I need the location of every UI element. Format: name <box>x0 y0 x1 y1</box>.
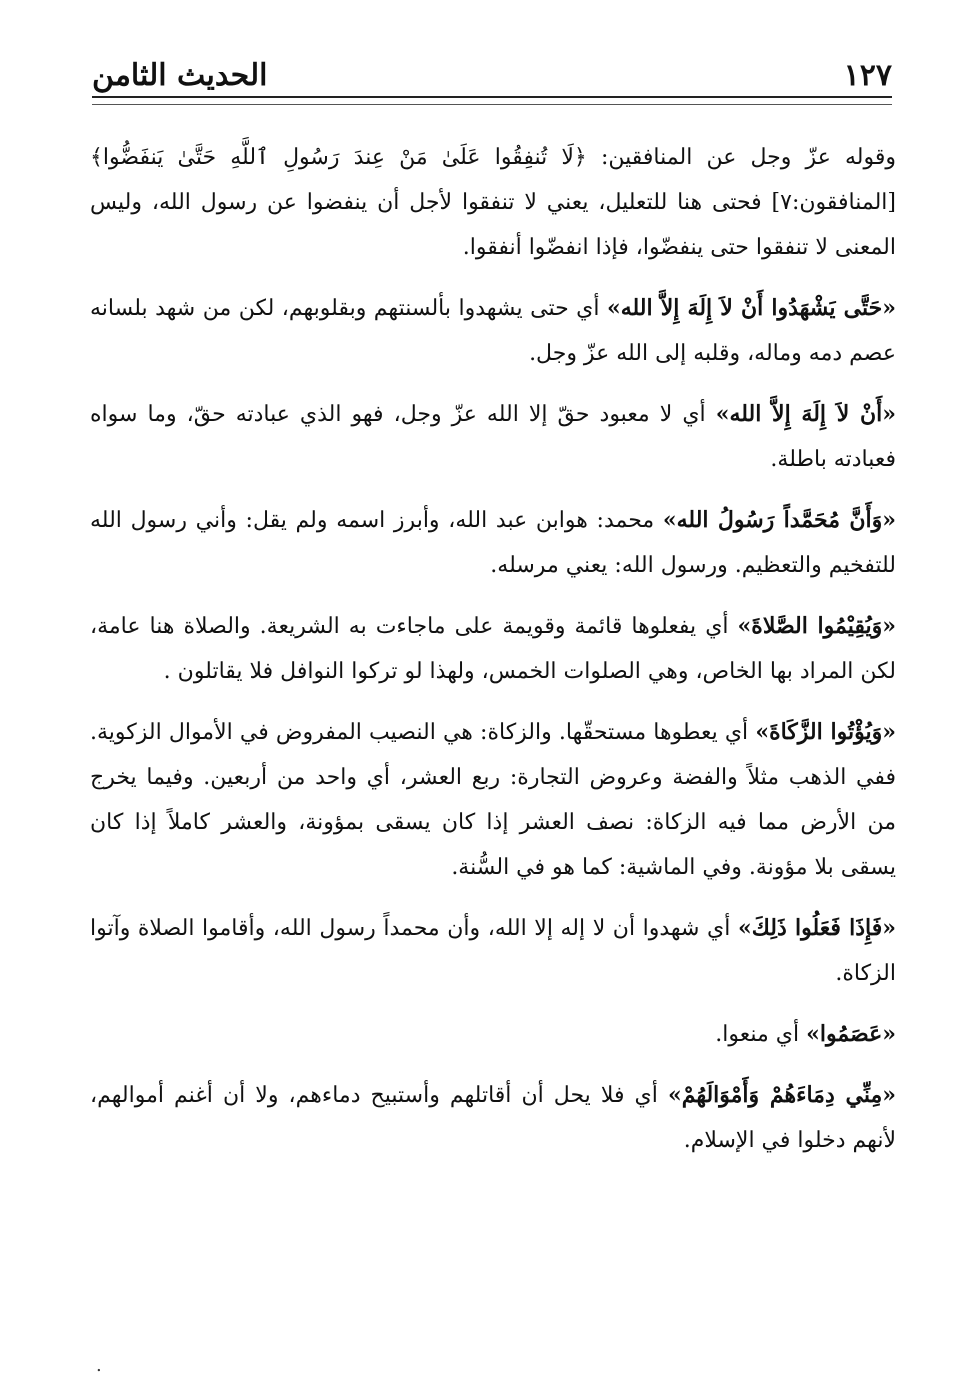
hadith-phrase: «وَيُؤْتُوا الزَّكَاةَ» <box>755 719 897 745</box>
commentary-text: أي منعوا. <box>715 1022 807 1047</box>
hadith-phrase: «مِنِّي دِمَاءَهُمْ وَأَمْوَالَهُمْ» <box>667 1082 896 1108</box>
page-header <box>92 58 892 94</box>
commentary-text: ﴿لَا تُنفِقُوا عَلَىٰ مَنْ عِندَ رَسُولِ ٱللَّهِ حَتَّىٰ يَنفَضُّوا﴾ <box>90 145 587 170</box>
commentary-text: أي يفعلوها قائمة وقويمة على ماجاءت به الشريعة. والصلاة هنا عامة، لكن المراد بها الخاص، وهي الصلوات الخمس، ولهذا لو تركوا النوافل فلا يقاتلون . <box>90 614 896 684</box>
page-number: ١٢٧ <box>843 58 892 93</box>
hadith-phrase: «وَيُقِيْمُوا الصَّلاةَ» <box>737 613 896 639</box>
paragraph <box>90 286 896 376</box>
commentary-text: محمد: هوابن عبد الله، وأبرز اسمه ولم يقل: وأني رسول الله للتفخيم والتعظيم. ورسول الله: يعني مرسله. <box>90 508 896 578</box>
hadith-phrase: «وَأَنَّ مُحَمَّداً رَسُولُ الله» <box>662 507 896 533</box>
paragraph <box>90 906 896 996</box>
paragraph <box>90 135 896 270</box>
hadith-phrase: «أَنْ لاَ إِلَهَ إِلاَّ الله» <box>715 401 896 427</box>
commentary-text: أي يعطوها مستحقّها. والزكاة: هي النصيب المفروض في الأموال الزكوية. ففي الذهب مثلاً والفضة وعروض التجارة: ربع العشر، أي واحد من أربعين. وفيما يخرج من الأرض مما فيه الزكاة: نصف العشر إذا كان يسقى بمؤونة، والعشر كاملاً إذا كان يسقى بلا مؤونة. وفي الماشية: كما هو في السُّنة. <box>90 720 896 880</box>
paragraph <box>90 498 896 588</box>
commentary-text: وقوله عزّ وجل عن المنافقين: <box>586 145 896 170</box>
paragraph <box>90 1012 896 1057</box>
paragraph <box>90 1073 896 1163</box>
commentary-text: أي لا معبود حقّ إلا الله عزّ وجل، فهو الذي عبادته حقّ، وما سواه فعبادته باطلة. <box>90 402 896 472</box>
commentary-text: أي شهدوا أن لا إله إلا الله، وأن محمداً رسول الله، وأقاموا الصلاة وآتوا الزكاة. <box>90 916 896 986</box>
page-body <box>90 135 896 1179</box>
commentary-text: أي حتى يشهدوا بألسنتهم وبقلوبهم، لكن من شهد بلسانه عصم دمه وماله، وقلبه إلى الله عزّ وجل. <box>90 296 896 366</box>
hadith-phrase: «حَتَّى يَشْهَدُوا أَنْ لاَ إِلَهَ إِلاَّ الله» <box>606 295 897 321</box>
paragraph <box>90 604 896 694</box>
running-title: الحديث الثامن <box>92 58 268 93</box>
paragraph <box>90 710 896 890</box>
paragraph <box>90 392 896 482</box>
header-rule <box>92 96 892 105</box>
commentary-text: أي فلا يحل أن أقاتلهم وأستبيح دماءهم، ولا أن أغنم أموالهم، لأنهم دخلوا في الإسلام. <box>90 1083 896 1153</box>
commentary-text: [المنافقون:٧] فحتى هنا للتعليل، يعني لا تنفقوا لأجل أن ينفضوا عن رسول الله، وليس المعنى لا تنفقوا حتى ينفضّوا، فإذا انفضّوا أنفقوا. <box>90 190 896 260</box>
hadith-phrase: «فَإِذَا فَعَلُوا ذَلِكَ» <box>737 915 896 941</box>
page-mark: . <box>96 1355 102 1376</box>
hadith-phrase: «عَصَمُوا» <box>806 1021 896 1047</box>
